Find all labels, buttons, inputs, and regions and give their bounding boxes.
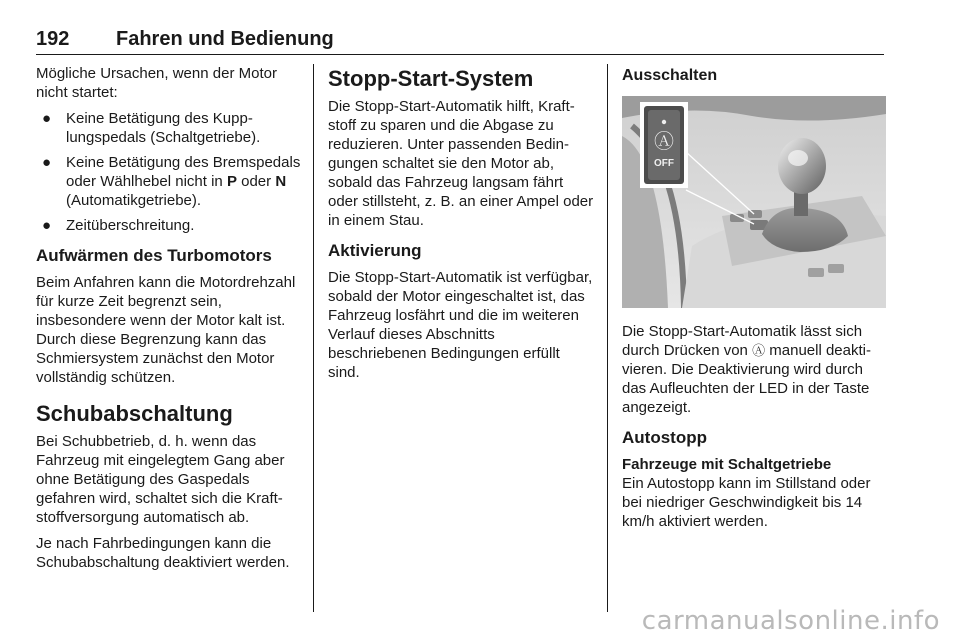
heading-schubabschaltung: Schubabschaltung (36, 401, 233, 426)
turbo-text: Beim Anfahren kann die Motordrehzahl für kurze Zeit begrenzt sein, insbesondere wenn der Motor kalt ist. Durch diese Begrenzung kann das Schmiersystem zunächst den Motor vollständig schützen. (36, 274, 296, 386)
system-text: Die Stopp-Start-Automatik hilft, Kraftstoff zu sparen und die Abgase zu reduzieren. Unter passenden Bedingungen schaltet sie den Motor ab, sobald das Fahrzeug langsam fährt oder stillsteht, z. B. an einer Ampel oder in einem Stau. (328, 98, 594, 229)
heading-ausschalten: Ausschalten (622, 67, 718, 84)
bullet-text-mid: oder (236, 173, 276, 190)
header-title: Fahren und Bedienung (116, 28, 334, 50)
bullet-icon: ● (42, 110, 52, 127)
column-divider-2 (607, 64, 608, 612)
column-3 (622, 64, 888, 538)
bullet-icon: ● (42, 154, 52, 171)
watermark: carmanualsonline.info (641, 606, 940, 636)
causes-list (36, 109, 302, 235)
schub-text-2: Je nach Fahrbedingungen kann die Schubabschaltung deaktiviert werden. (36, 535, 290, 571)
bullet-text-start: Keine Betätigung des Bremspedals oder Wählhebel nicht in (66, 154, 301, 190)
photo-button-symbol: Ⓐ (654, 129, 674, 153)
bullet-text: Keine Betätigung des Kupplungspedals (Schaltgetriebe). (66, 110, 261, 146)
heading-autostopp: Autostopp (622, 428, 707, 447)
autostopp-text: Ein Autostopp kann im Stillstand oder bei niedriger Geschwindigkeit bis 14 km/h aktiviert werden. (622, 475, 871, 530)
console-photo (622, 96, 886, 308)
page-number: 192 (36, 28, 70, 50)
heading-aktivierung: Aktivierung (328, 241, 422, 260)
aktivierung-text: Die Stopp-Start-Automatik ist verfügbar, sobald der Motor eingeschaltet ist, das Fahrzeug losfährt und die im weiteren Verlauf dieses Abschnitts beschriebenen Bedingungen erfüllt sind. (328, 269, 593, 381)
gear-p-label: P (226, 173, 237, 190)
column-divider-1 (313, 64, 314, 612)
list-item (36, 109, 302, 147)
aus-text-before: Die Stopp-Start-Automatik lässt sich durch Drücken von (622, 323, 863, 359)
gear-n-label: N (275, 173, 287, 190)
causes-intro: Mögliche Ursachen, wenn der Motor nicht startet: (36, 65, 277, 101)
bullet-text: Zeitüberschreitung. (66, 217, 195, 234)
bullet-icon: ● (42, 217, 52, 234)
subheading-schaltgetriebe: Fahrzeuge mit Schaltgetriebe (622, 456, 832, 473)
aus-text-after: manuell deaktivieren. Die Deaktivierung wird durch das Aufleuchten der LED in der Taste angezeigt. (622, 342, 871, 416)
bullet-text-end: (Automatikgetriebe). (66, 192, 202, 209)
heading-turbo: Aufwärmen des Turbomotors (36, 246, 272, 265)
photo-button-off-label: OFF (654, 158, 674, 169)
schub-text-1: Bei Schubbetrieb, d. h. wenn das Fahrzeug mit eingelegtem Gang aber ohne Betätigung des Gaspedals gefahren wird, schaltet sich die Kraftstoffversorgung automatisch ab. (36, 433, 285, 526)
page-header (36, 28, 884, 55)
list-item (36, 153, 302, 210)
heading-stopp-start-system: Stopp-Start-System (328, 66, 534, 91)
ausschalten-text (622, 322, 888, 417)
list-item (36, 216, 302, 235)
stop-start-off-icon: Ⓐ (752, 343, 766, 358)
column-1 (36, 64, 302, 579)
column-2 (328, 64, 594, 389)
